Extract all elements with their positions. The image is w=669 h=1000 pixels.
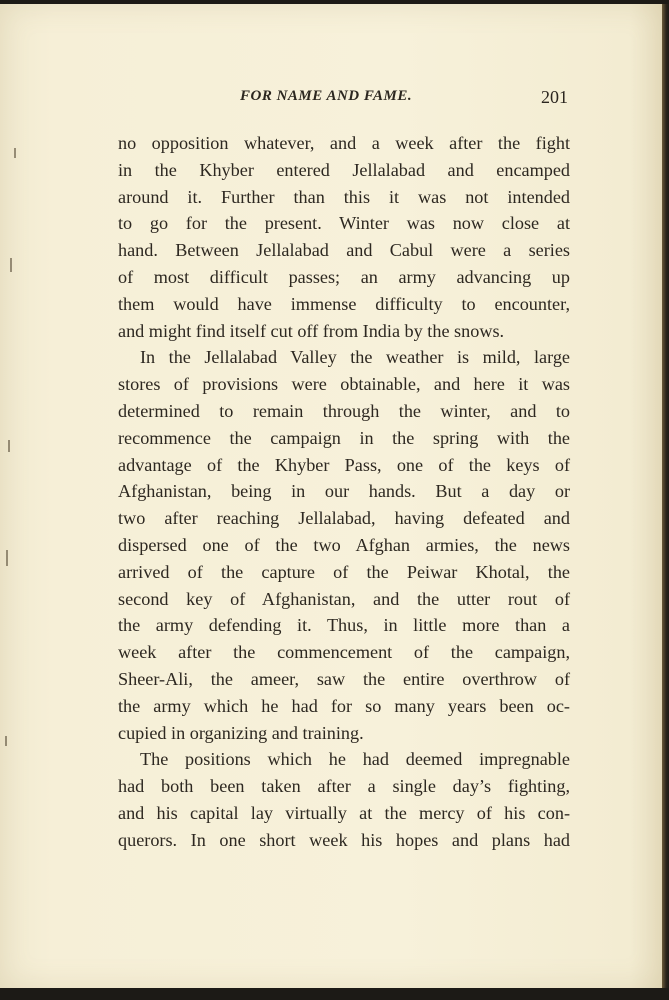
text-line: Afghanistan, being in our hands. But a day or — [118, 481, 570, 502]
text-line: dispersed one of the two Afghan armies, the news — [118, 534, 570, 555]
text-line: of most difficult passes; an army advancing up — [118, 266, 570, 287]
text-line: cupied in organizing and training. — [118, 722, 364, 743]
page-number: 201 — [541, 87, 568, 107]
text-line: the army which he had for so many years been oc- — [118, 695, 570, 716]
text-line: week after the commencement of the campaign, — [118, 642, 570, 663]
page-edge-bottom — [0, 988, 669, 1000]
body-text — [118, 130, 570, 854]
text-line: to go for the present. Winter was now close at — [118, 213, 570, 234]
text-line: querors. In one short week his hopes and plans had — [118, 829, 570, 850]
page-header — [118, 88, 572, 114]
margin-mark — [5, 736, 7, 746]
paragraph-3 — [118, 746, 570, 853]
running-head: FOR NAME AND FAME. — [240, 88, 413, 104]
paragraph-2 — [118, 344, 570, 746]
text-line: them would have immense difficulty to encounter, — [118, 293, 570, 314]
margin-mark — [10, 258, 12, 272]
text-line: and might find itself cut off from India by the snows. — [118, 320, 505, 341]
text-line: stores of provisions were obtainable, and here it was — [118, 374, 570, 395]
text-line: in the Khyber entered Jellalabad and encamped — [118, 159, 570, 180]
text-line: and his capital lay virtually at the mercy of his con- — [118, 802, 570, 823]
text-line: In the Jellalabad Valley the weather is mild, large — [140, 347, 570, 368]
margin-mark — [6, 550, 8, 566]
text-line: no opposition whatever, and a week after the fight — [118, 133, 570, 153]
margin-mark — [14, 148, 16, 158]
text-line: determined to remain through the winter, and to — [118, 400, 570, 421]
text-line: hand. Between Jellalabad and Cabul were a series — [118, 240, 570, 261]
text-line: The positions which he had deemed impregnable — [140, 749, 570, 770]
text-line: second key of Afghanistan, and the utter rout of — [118, 588, 570, 609]
text-line: had both been taken after a single day’s fighting, — [118, 776, 570, 797]
text-line: two after reaching Jellalabad, having defeated and — [118, 508, 570, 529]
text-line: advantage of the Khyber Pass, one of the keys of — [118, 454, 570, 475]
text-line: Sheer-Ali, the ameer, saw the entire overthrow of — [118, 668, 570, 689]
text-line: the army defending it. Thus, in little more than a — [118, 615, 570, 636]
paragraph-1 — [118, 130, 570, 344]
page-edge-right — [662, 4, 669, 988]
text-line: around it. Further than this it was not intended — [118, 186, 570, 207]
text-line: arrived of the capture of the Peiwar Khotal, the — [118, 561, 570, 582]
text-line: recommence the campaign in the spring with the — [118, 427, 570, 448]
margin-mark — [8, 440, 10, 452]
